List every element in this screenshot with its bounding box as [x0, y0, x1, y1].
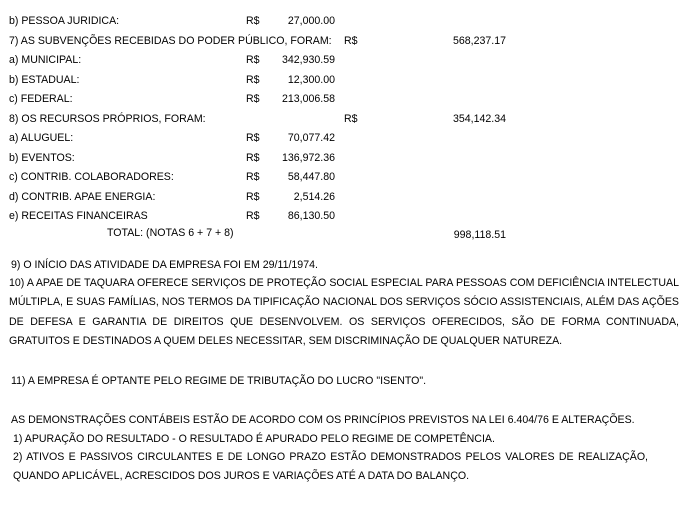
contrib-apae-value: 2,514.26 [293, 191, 335, 203]
contrib-apae-label: d) CONTRIB. APAE ENERGIA: [9, 191, 156, 203]
estadual-value: 12,300.00 [287, 74, 335, 86]
aluguel-value: 70,077.42 [287, 132, 335, 144]
eventos-label: b) EVENTOS: [9, 152, 75, 164]
eventos-currency: R$ [246, 152, 260, 164]
contrib-colaboradores-label: c) CONTRIB. COLABORADORES: [9, 171, 174, 183]
municipal-label: a) MUNICIPAL: [9, 54, 82, 66]
contrib-colaboradores-currency: R$ [246, 171, 260, 183]
policy-2: 2) ATIVOS E PASSIVOS CIRCULANTES E DE LONGO PRAZO ESTÃO DEMONSTRADOS PELOS VALORES DE REALIZAÇÃO, QUANDO APLICÁVEL, ACRESCIDOS DOS JUROS E VARIAÇÕES ATÉ A DATA DO BALANÇO. [13, 451, 648, 483]
contrib-apae-currency: R$ [246, 191, 260, 203]
recursos-proprios-currency: R$ [344, 113, 358, 125]
recursos-proprios-label: 8) OS RECURSOS PRÓPRIOS, FORAM: [9, 113, 206, 125]
pessoa-juridica-value: 27,000.00 [287, 15, 335, 27]
subvencoes-total: 568,237.17 [452, 35, 506, 47]
subvencoes-label: 7) AS SUBVENÇÕES RECEBIDAS DO PODER PÚBLICO, FORAM: [9, 35, 332, 47]
note-10: 10) A APAE DE TAQUARA OFERECE SERVIÇOS DE PROTEÇÃO SOCIAL ESPECIAL PARA PESSOAS COM DEFICIÊNCIA INTELECTUAL MÚLTIPLA, E SUAS FAMÍLIAS, NOS TERMOS DA TIPIFICAÇÃO NACIONAL DOS SERVIÇOS SÓCIO ASSISTENCIAIS, ALÉM DAS AÇÕES DE DEFESA E GARANTIA DE DIREITOS QUE DESENVOLVEM. OS SERVIÇOS OFERECIDOS, SÃO DE FORMA CONTINUADA, GRATUITOS E DESTINADOS A QUEM DELES NECESSITAR, SEM DISCRIMINAÇÃO DE QUALQUER NATUREZA. [9, 277, 679, 347]
demonstracoes-statement: AS DEMONSTRAÇÕES CONTÁBEIS ESTÃO DE ACORDO COM OS PRINCÍPIOS PREVISTOS NA LEI 6.404/76 E ALTERAÇÕES. [11, 414, 635, 426]
pessoa-juridica-label: b) PESSOA JURIDICA: [9, 15, 120, 27]
note-9: 9) O INÍCIO DAS ATIVIDADE DA EMPRESA FOI EM 29/11/1974. [11, 259, 318, 271]
grand-total-value: 998,118.51 [453, 229, 506, 241]
recursos-proprios-total: 354,142.34 [452, 113, 506, 125]
municipal-currency: R$ [246, 54, 260, 66]
aluguel-currency: R$ [246, 132, 260, 144]
municipal-value: 342,930.59 [281, 54, 335, 66]
estadual-label: b) ESTADUAL: [9, 74, 80, 86]
federal-currency: R$ [246, 93, 260, 105]
pessoa-juridica-currency: R$ [246, 15, 260, 27]
federal-value: 213,006.58 [281, 93, 335, 105]
subvencoes-currency: R$ [344, 35, 358, 47]
contrib-colaboradores-value: 58,447.80 [287, 171, 335, 183]
policy-1: 1) APURAÇÃO DO RESULTADO - O RESULTADO É APURADO PELO REGIME DE COMPETÊNCIA. [13, 433, 495, 445]
estadual-currency: R$ [246, 74, 260, 86]
receitas-financeiras-currency: R$ [246, 210, 260, 222]
aluguel-label: a) ALUGUEL: [9, 132, 74, 144]
note-11: 11) A EMPRESA É OPTANTE PELO REGIME DE TRIBUTAÇÃO DO LUCRO "ISENTO". [11, 375, 427, 387]
eventos-value: 136,972.36 [281, 152, 335, 164]
receitas-financeiras-label: e) RECEITAS FINANCEIRAS [9, 210, 148, 222]
total-label: TOTAL: (NOTAS 6 + 7 + 8) [107, 227, 234, 239]
receitas-financeiras-value: 86,130.50 [287, 210, 335, 222]
federal-label: c) FEDERAL: [9, 93, 73, 105]
